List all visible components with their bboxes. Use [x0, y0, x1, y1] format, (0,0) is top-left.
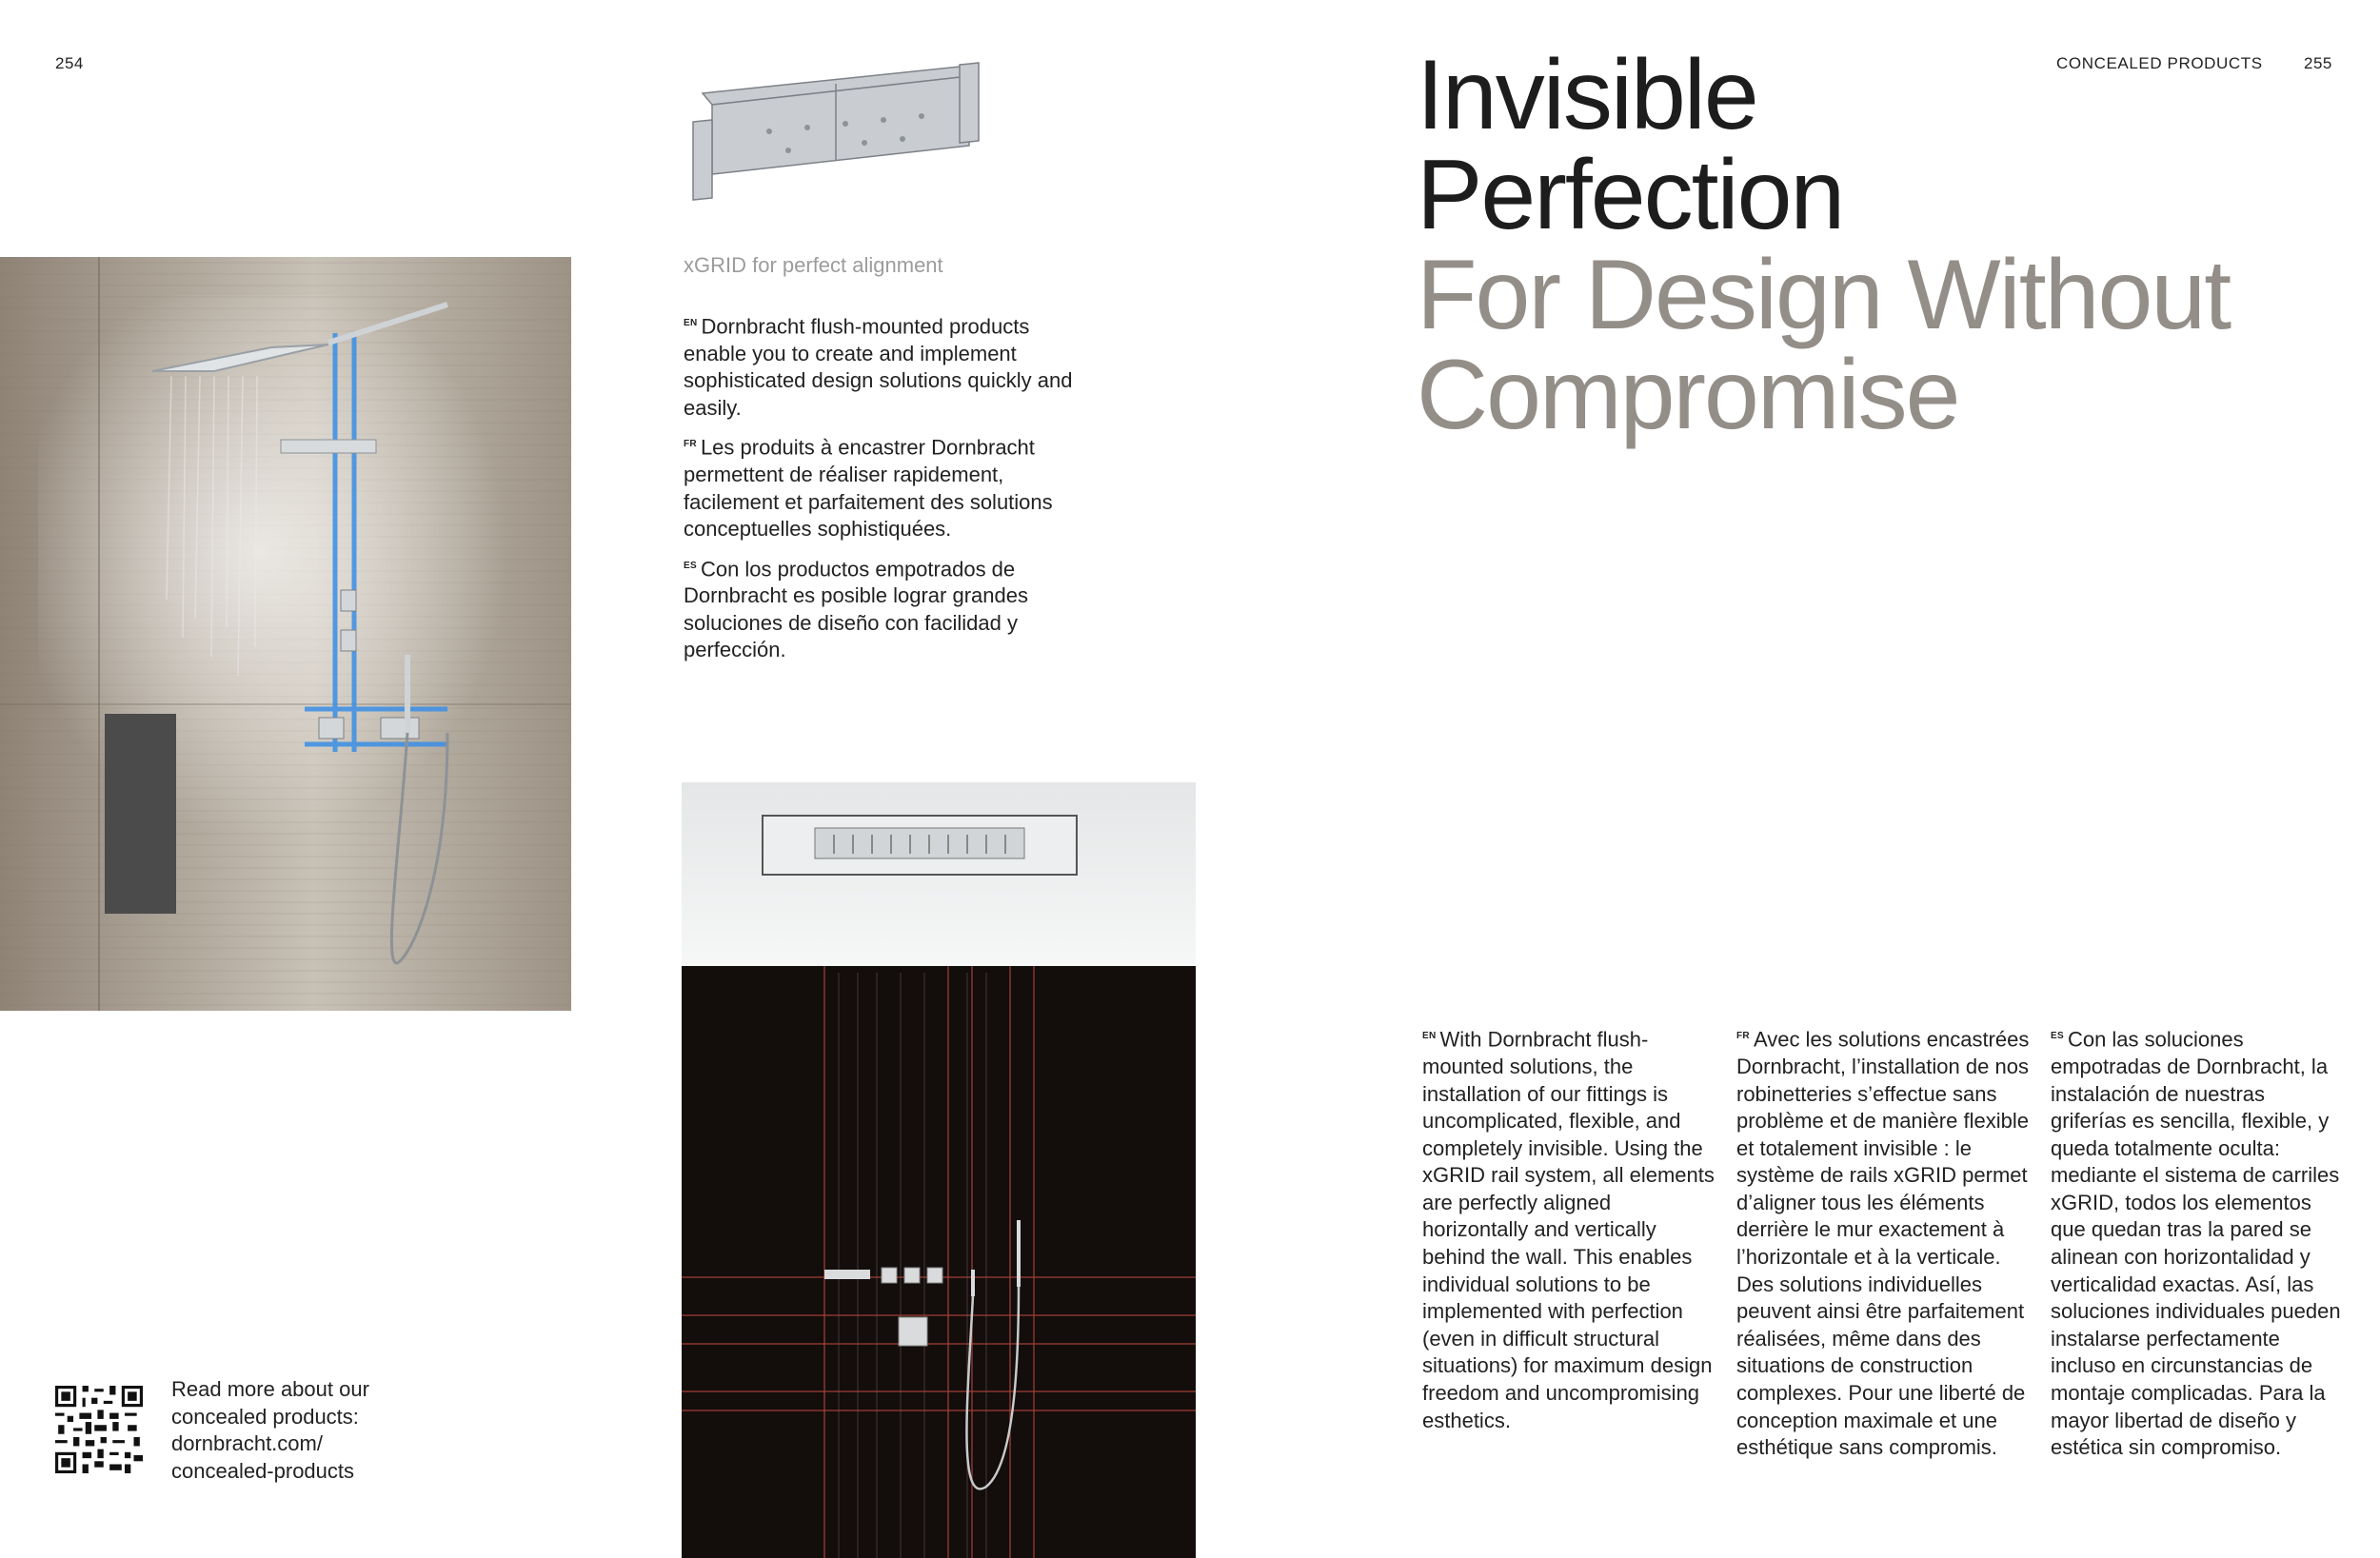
body-text-en: With Dornbracht flush-mounted solutions, the installation of our fittings is uncomplicated, flexible, and completely invisible. Using the xGRID rail system, all elements are perfectly aligned horizontally and vertically behind the wall. This enables individual solutions to be implemented with perfection (even in difficult structural situations) for maximum design freedom and uncompromising esthetics. [1422, 1027, 1715, 1432]
intro-text-es: Con los productos empotrados de Dornbracht es posible lograr grandes soluciones de diseño con facilidad y perfección. [684, 556, 1028, 662]
headline-line: Perfection [1417, 140, 1844, 250]
body-column-en [1422, 1023, 1717, 1434]
rain-shower-photo [682, 782, 1196, 1558]
language-tag: FR [684, 439, 697, 450]
body-text-fr: Avec les solutions encastrées Dornbracht, l’installation de nos robinetteries s’effectue sans problème et de manière flexible et totalement invisible : le système de rails xGRID permet d’aligner tous les éléments derrière le mur exactement à l’horizontale et à la verticale. Des solutions individuelles peuvent ainsi être parfaitement réalisées, même dans des situations de construction complexes. Pour une liberté de conception maximale et une esthétique sans compromis. [1736, 1027, 2030, 1460]
language-tag: ES [2051, 1031, 2064, 1041]
body-text-es: Con las soluciones empotradas de Dornbracht, la instalación de nuestras griferías es sencilla, flexible, y queda totalmente oculta: mediante el sistema de carriles xGRID, todos los elementos que quedan tras la pared se alinean con horizontalidad y verticalidad exactas. Así, las soluciones individuales pueden instalarse perfectamente incluso en circunstancias de montaje complicadas. Para la mayor libertad de diseño y estética sin compromiso. [2051, 1027, 2341, 1460]
qr-caption-url[interactable]: concealed-products [171, 1458, 355, 1483]
page-number-right: 255 [2304, 54, 2332, 72]
language-tag: EN [684, 318, 698, 328]
shower-wall-photo [0, 257, 571, 1011]
section-label: CONCEALED PRODUCTS [2056, 54, 2263, 72]
qr-caption-line: concealed products: [171, 1404, 359, 1429]
headline-line: Invisible [1417, 40, 1757, 150]
intro-text-en: Dornbracht flush-mounted products enable you to create and implement sophisticated design solutions quickly and easily. [684, 314, 1073, 420]
xgrid-rail-photo [684, 55, 988, 207]
qr-caption-line: Read more about our [171, 1377, 369, 1401]
rail-caption: xGRID for perfect alignment [684, 253, 943, 277]
headline [1417, 40, 2231, 450]
intro-paragraph-fr [684, 431, 1083, 542]
intro-text [684, 310, 1083, 674]
intro-paragraph-es [684, 553, 1083, 664]
language-tag: ES [684, 560, 697, 571]
qr-caption [171, 1376, 369, 1485]
qr-caption-url[interactable]: dornbracht.com/ [171, 1431, 323, 1455]
body-column-es [2051, 1023, 2346, 1462]
body-column-fr [1736, 1023, 2032, 1462]
language-tag: FR [1736, 1031, 1750, 1041]
page-number-left: 254 [55, 54, 84, 72]
headline-subline: For Design Without [1417, 240, 2231, 350]
qr-code [55, 1386, 143, 1473]
language-tag: EN [1422, 1031, 1437, 1041]
intro-paragraph-en [684, 310, 1083, 422]
intro-text-fr: Les produits à encastrer Dornbracht permettent de réaliser rapidement, facilement et parfaitement des solutions conceptuelles sophistiquées. [684, 435, 1053, 542]
headline-subline: Compromise [1417, 340, 1959, 450]
